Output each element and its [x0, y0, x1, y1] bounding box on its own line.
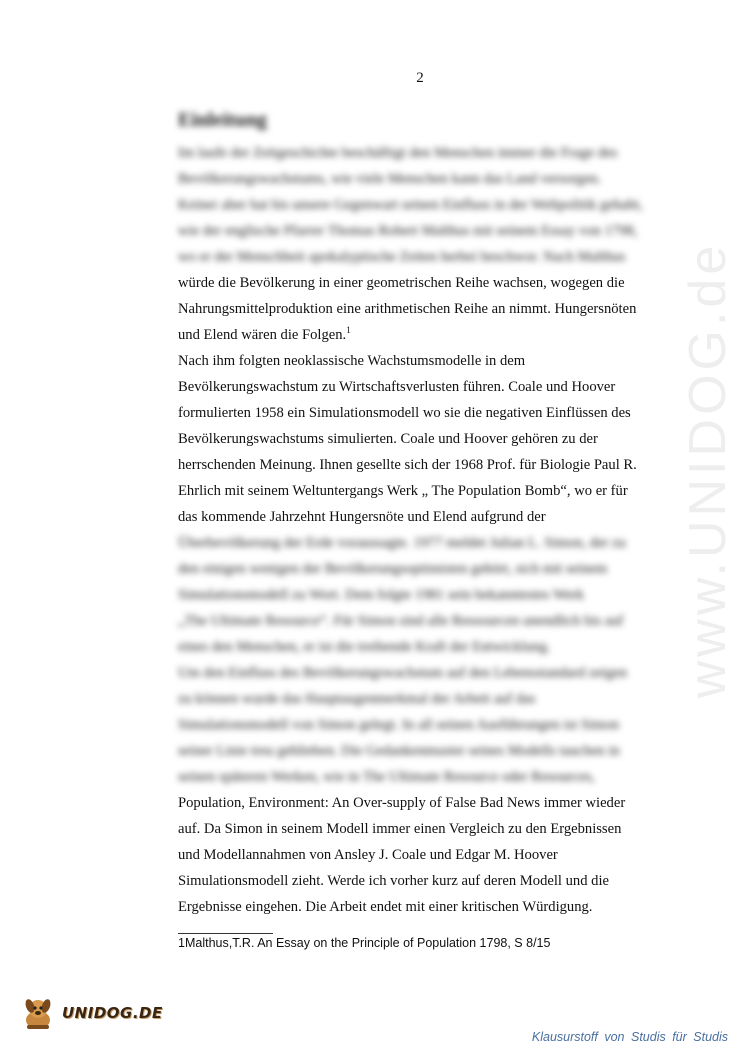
section-heading: Einleitung	[178, 109, 267, 131]
text-line-content: Um den Einfluss des Bevölkerungswachstum auf den Lebensstandard zeigen	[178, 665, 628, 681]
watermark-text: www.UNIDOG.de	[679, 241, 737, 699]
text-line-content: das kommende Jahrzehnt Hungersnöte und Elend aufgrund der	[178, 509, 546, 525]
text-line-content: Bevölkerungswachstums simulierten. Coale und Hoover gehören zu der	[178, 431, 598, 447]
text-line-content: Im laufe der Zeitgeschichte beschäftigt den Menschen immer die Frage des	[178, 145, 618, 161]
text-line	[178, 452, 676, 478]
text-line-content: Nach ihm folgten neoklassische Wachstumsmodelle in dem	[178, 353, 526, 369]
text-line	[178, 530, 676, 556]
text-line	[178, 582, 676, 608]
text-line	[178, 322, 676, 348]
text-line	[178, 556, 676, 582]
text-line	[178, 348, 676, 374]
text-line	[178, 244, 676, 270]
text-line	[178, 712, 676, 738]
text-line	[178, 374, 676, 400]
text-line-content: Ergebnisse eingehen. Die Arbeit endet mit einer kritischen Würdigung.	[178, 899, 593, 915]
text-line-content: Überbevölkerung der Erde voraussagte. 1977 meldet Julian L. Simon, der zu	[178, 535, 626, 551]
text-line-content: Nahrungsmittelproduktion eine arithmetischen Reihe an nimmt. Hungersnöten	[178, 301, 637, 317]
text-line	[178, 842, 676, 868]
text-line	[178, 634, 676, 660]
unidog-logo[interactable]	[18, 994, 163, 1034]
text-line-content: formulierten 1958 ein Simulationsmodell wo sie die negativen Einflüssen des	[178, 405, 631, 421]
text-line-content: Simulationsmodell zu Wort. Dem folgte 1981 sein bekanntestes Werk	[178, 587, 585, 603]
text-line-content: den einigen wenigen der Bevölkerungsoptimisten gehört, sich mit seinem	[178, 561, 608, 577]
footnote-separator	[178, 933, 273, 934]
text-line	[178, 400, 676, 426]
document-body	[178, 108, 676, 920]
text-line-content: Ehrlich mit seinem Weltuntergangs Werk „ The Population Bomb“, wo er für	[178, 483, 628, 499]
logo-text: UNIDOG.DE	[62, 1004, 163, 1022]
footnote: 1Malthus,T.R. An Essay on the Principle of Population 1798, S 8/15	[178, 936, 551, 950]
footnote-marker[interactable]: 1	[346, 325, 351, 335]
text-line	[178, 764, 676, 790]
text-line	[178, 868, 676, 894]
text-line-content: herrschenden Meinung. Ihnen gesellte sich der 1968 Prof. für Biologie Paul R.	[178, 457, 637, 473]
text-line-content: und Elend wären die Folgen.	[178, 327, 347, 343]
text-line	[178, 270, 676, 296]
text-line-content: eines den Menschen, er ist die treibende Kraft der Entwicklung.	[178, 639, 551, 655]
text-line	[178, 478, 676, 504]
text-line	[178, 816, 676, 842]
text-line-content: wie der englische Pfarrer Thomas Robert Malthus mit seinem Essay von 1798,	[178, 223, 638, 239]
text-line-content: Simulationsmodell zieht. Werde ich vorher kurz auf deren Modell und die	[178, 873, 609, 889]
text-line-content: seiner Linie treu geblieben. Die Gedankenmuster seines Modells tauchen in	[178, 743, 620, 759]
text-line-content: wo er der Menschheit apokalyptische Zeiten herbei beschwor. Nach Malthus	[178, 249, 626, 265]
text-line-content: Simulationsmodell von Simon gelegt. In all seinen Ausführungen ist Simon	[178, 717, 620, 733]
text-line	[178, 218, 676, 244]
text-line-content: würde die Bevölkerung in einer geometrischen Reihe wachsen, wogegen die	[178, 275, 625, 291]
dog-mascot-icon	[18, 994, 58, 1034]
text-line-content: zu können wurde das Hauptaugenmerkmal der Arbeit auf das	[178, 691, 536, 707]
text-line	[178, 894, 676, 920]
text-line	[178, 738, 676, 764]
text-line-content: Population, Environment: An Over-supply of False Bad News immer wieder	[178, 795, 626, 811]
tagline: Klausurstoff von Studis für Studis	[531, 1030, 728, 1044]
text-line-content: auf. Da Simon in seinem Modell immer einen Vergleich zu den Ergebnissen	[178, 821, 622, 837]
text-line-content: seinen späteren Werken, wie in The Ultimate Resource oder Resources,	[178, 769, 595, 785]
text-line	[178, 192, 676, 218]
text-line-content: Keiner aber hat bis unsere Gegenwart seinen Einfluss in der Weltpolitik gehabt,	[178, 197, 643, 213]
text-line	[178, 504, 676, 530]
text-line	[178, 166, 676, 192]
text-line	[178, 296, 676, 322]
text-line	[178, 426, 676, 452]
text-line-content: Bevölkerungswachstum zu Wirtschaftsverlusten führen. Coale und Hoover	[178, 379, 616, 395]
text-line-content: „The Ultimate Resource“. Für Simon sind alle Ressourcen unendlich bis auf	[178, 613, 624, 629]
page-number: 2	[416, 70, 424, 86]
text-line	[178, 660, 676, 686]
text-line-content: und Modellannahmen von Ansley J. Coale und Edgar M. Hoover	[178, 847, 558, 863]
paragraph-lines	[178, 140, 676, 920]
text-line-content: Bevölkerungswachstums, wie viele Menschen kann das Land versorgen.	[178, 171, 602, 187]
text-line	[178, 140, 676, 166]
text-line	[178, 790, 676, 816]
text-line	[178, 686, 676, 712]
text-line	[178, 608, 676, 634]
